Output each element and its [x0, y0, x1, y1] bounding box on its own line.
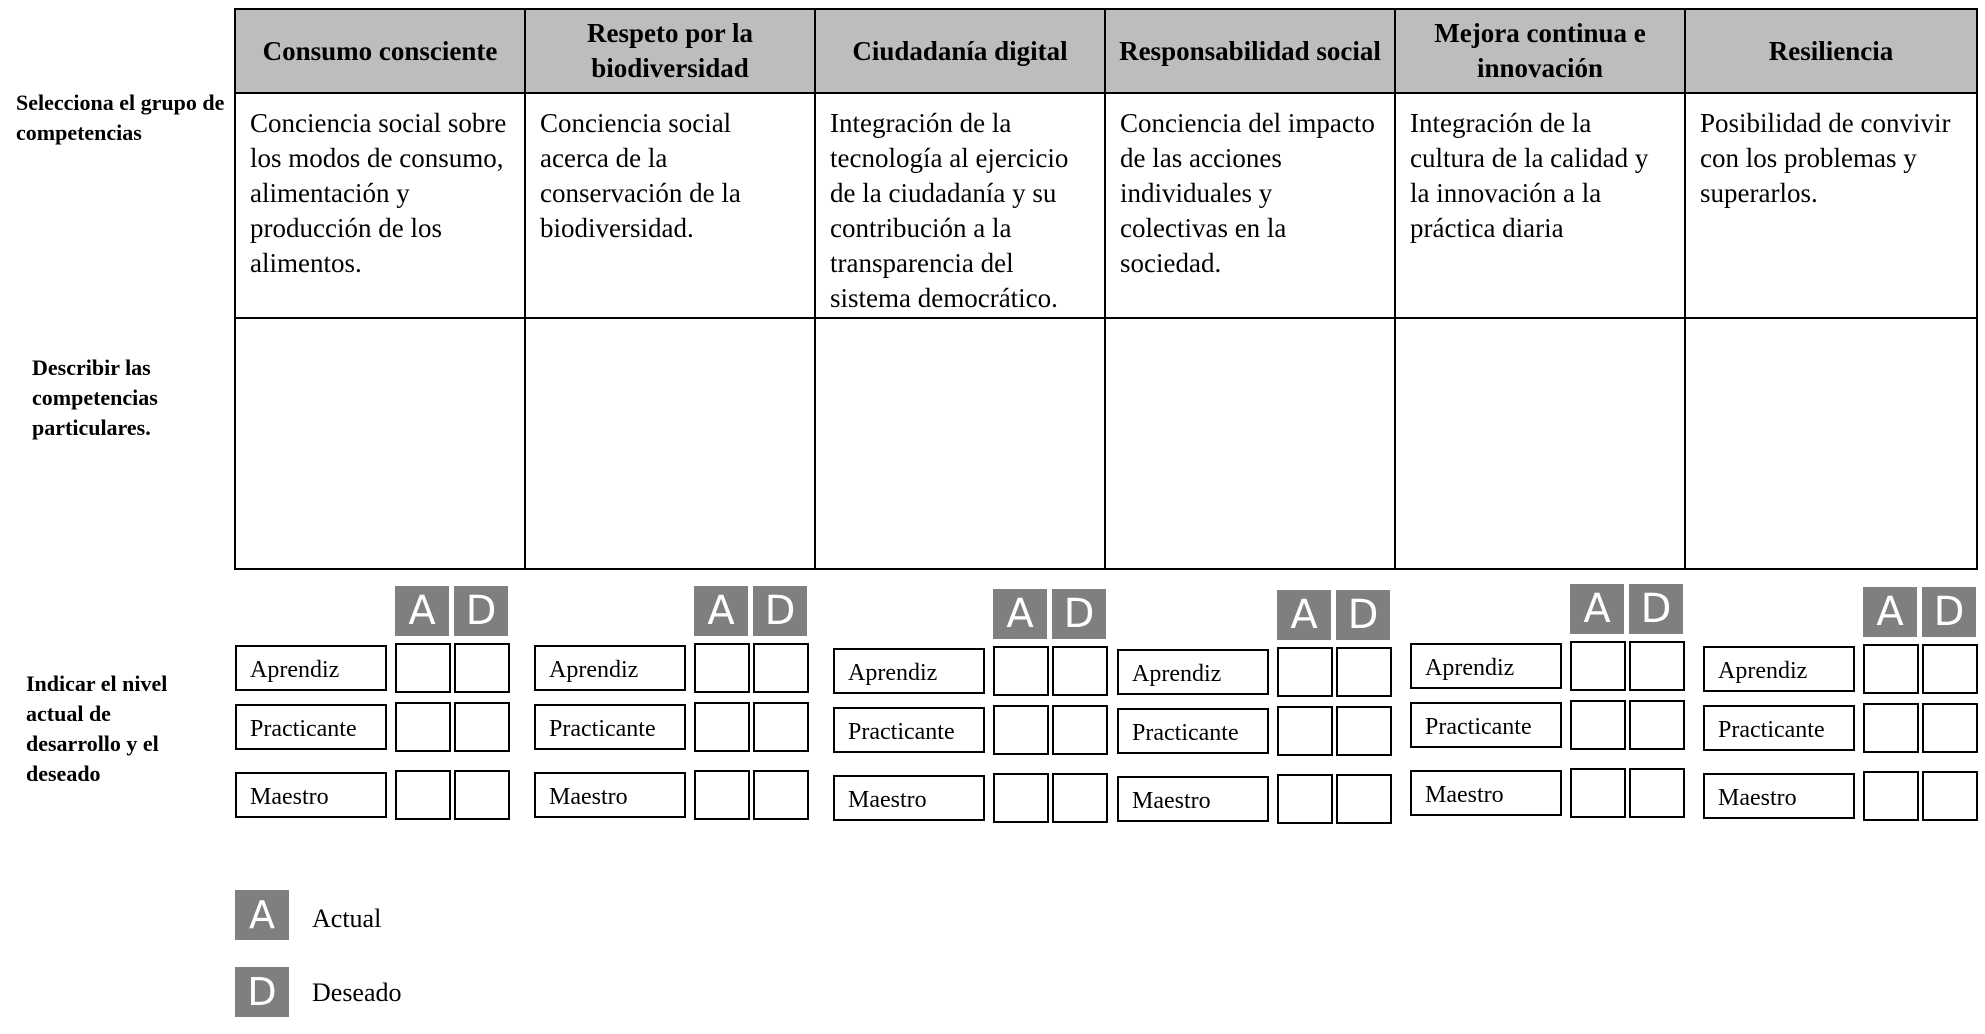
actual-checkbox-practicante[interactable] [993, 705, 1049, 755]
row-label-describe: Describir las competencias particulares. [32, 355, 158, 440]
level-label-practicante: Practicante [235, 704, 387, 750]
actual-checkbox-maestro[interactable] [993, 773, 1049, 823]
level-label-maestro: Maestro [833, 775, 985, 821]
desired-checkbox-practicante[interactable] [454, 702, 510, 752]
group-header-resiliencia[interactable]: Resiliencia [1685, 9, 1977, 93]
level-label-aprendiz: Aprendiz [1703, 646, 1855, 692]
level-label-practicante: Practicante [1117, 708, 1269, 754]
actual-checkbox-practicante[interactable] [1863, 703, 1919, 753]
level-label-maestro: Maestro [534, 772, 686, 818]
level-selector-biodiversidad [534, 586, 809, 826]
group-description: Integración de la cultura de la calidad y la innovación a la práctica diaria [1395, 93, 1685, 318]
group-description: Posibilidad de convivir con los problemas y superarlos. [1685, 93, 1977, 318]
actual-header-badge: A [694, 586, 748, 636]
actual-header-badge: A [395, 586, 449, 636]
level-selector-responsabilidad [1117, 590, 1392, 830]
group-description: Conciencia del impacto de las acciones individuales y colectivas en la sociedad. [1105, 93, 1395, 318]
level-label-maestro: Maestro [235, 772, 387, 818]
desired-header-badge: D [753, 586, 807, 636]
actual-checkbox-aprendiz[interactable] [1570, 641, 1626, 691]
actual-checkbox-practicante[interactable] [1277, 706, 1333, 756]
desired-checkbox-maestro[interactable] [753, 770, 809, 820]
group-description: Conciencia social acerca de la conservación de la biodiversidad. [525, 93, 815, 318]
level-label-aprendiz: Aprendiz [235, 645, 387, 691]
desired-checkbox-maestro[interactable] [1922, 771, 1978, 821]
actual-checkbox-practicante[interactable] [694, 702, 750, 752]
group-description: Integración de la tecnología al ejercicio de la ciudadanía y su contribución a la transparencia del sistema democrático. [815, 93, 1105, 318]
actual-header-badge: A [1277, 590, 1331, 640]
particular-competencies-cell[interactable] [1685, 318, 1977, 569]
desired-header-badge: D [1629, 584, 1683, 634]
desired-checkbox-practicante[interactable] [1629, 700, 1685, 750]
actual-checkbox-aprendiz[interactable] [395, 643, 451, 693]
actual-header-badge: A [1570, 584, 1624, 634]
desired-checkbox-maestro[interactable] [454, 770, 510, 820]
desired-checkbox-aprendiz[interactable] [1922, 644, 1978, 694]
actual-checkbox-maestro[interactable] [1570, 768, 1626, 818]
group-header-ciudadania[interactable]: Ciudadanía digital [815, 9, 1105, 93]
desired-checkbox-practicante[interactable] [1922, 703, 1978, 753]
actual-header-badge: A [1863, 587, 1917, 637]
actual-checkbox-aprendiz[interactable] [993, 646, 1049, 696]
level-label-aprendiz: Aprendiz [534, 645, 686, 691]
level-label-aprendiz: Aprendiz [1410, 643, 1562, 689]
actual-header-badge: A [993, 589, 1047, 639]
desired-checkbox-maestro[interactable] [1336, 774, 1392, 824]
actual-checkbox-practicante[interactable] [395, 702, 451, 752]
group-header-mejora[interactable]: Mejora continua e innovación [1395, 9, 1685, 93]
desired-header-badge: D [1052, 589, 1106, 639]
group-header-consumo[interactable]: Consumo consciente [235, 9, 525, 93]
row-label-select: Selecciona el grupo de competencias [16, 90, 225, 145]
level-selector-mejora [1410, 584, 1685, 824]
desired-header-badge: D [1336, 590, 1390, 640]
level-label-practicante: Practicante [833, 707, 985, 753]
particular-competencies-cell[interactable] [1105, 318, 1395, 569]
legend-actual-badge: A [235, 890, 289, 940]
actual-checkbox-maestro[interactable] [694, 770, 750, 820]
particular-competencies-cell[interactable] [235, 318, 525, 569]
actual-checkbox-practicante[interactable] [1570, 700, 1626, 750]
level-label-maestro: Maestro [1703, 773, 1855, 819]
desired-checkbox-practicante[interactable] [1052, 705, 1108, 755]
legend-actual-text: Actual [312, 904, 382, 933]
desired-header-badge: D [1922, 587, 1976, 637]
level-label-maestro: Maestro [1410, 770, 1562, 816]
level-label-aprendiz: Aprendiz [833, 648, 985, 694]
level-label-aprendiz: Aprendiz [1117, 649, 1269, 695]
actual-checkbox-maestro[interactable] [395, 770, 451, 820]
desired-checkbox-aprendiz[interactable] [1629, 641, 1685, 691]
particular-competencies-cell[interactable] [815, 318, 1105, 569]
desired-checkbox-practicante[interactable] [753, 702, 809, 752]
desired-checkbox-aprendiz[interactable] [1336, 647, 1392, 697]
desired-checkbox-aprendiz[interactable] [753, 643, 809, 693]
level-selector-consumo [235, 586, 510, 826]
level-label-maestro: Maestro [1117, 776, 1269, 822]
group-header-responsabilidad[interactable]: Responsabilidad social [1105, 9, 1395, 93]
legend-desired-text: Deseado [312, 978, 402, 1007]
particular-competencies-cell[interactable] [525, 318, 815, 569]
actual-checkbox-aprendiz[interactable] [1277, 647, 1333, 697]
competency-table [234, 8, 1978, 570]
actual-checkbox-maestro[interactable] [1277, 774, 1333, 824]
desired-checkbox-practicante[interactable] [1336, 706, 1392, 756]
row-label-level: Indicar el nivel actual de desarrollo y el deseado [26, 671, 168, 786]
group-header-biodiversidad[interactable]: Respeto por la biodiversidad [525, 9, 815, 93]
desired-checkbox-maestro[interactable] [1052, 773, 1108, 823]
legend-desired-badge: D [235, 967, 289, 1017]
actual-checkbox-aprendiz[interactable] [694, 643, 750, 693]
level-label-practicante: Practicante [1703, 705, 1855, 751]
desired-header-badge: D [454, 586, 508, 636]
level-selector-resiliencia [1703, 587, 1978, 827]
desired-checkbox-maestro[interactable] [1629, 768, 1685, 818]
group-description: Conciencia social sobre los modos de consumo, alimentación y producción de los alimentos. [235, 93, 525, 318]
actual-checkbox-aprendiz[interactable] [1863, 644, 1919, 694]
level-label-practicante: Practicante [534, 704, 686, 750]
level-selector-ciudadania [833, 589, 1108, 829]
desired-checkbox-aprendiz[interactable] [1052, 646, 1108, 696]
particular-competencies-cell[interactable] [1395, 318, 1685, 569]
level-label-practicante: Practicante [1410, 702, 1562, 748]
desired-checkbox-aprendiz[interactable] [454, 643, 510, 693]
actual-checkbox-maestro[interactable] [1863, 771, 1919, 821]
